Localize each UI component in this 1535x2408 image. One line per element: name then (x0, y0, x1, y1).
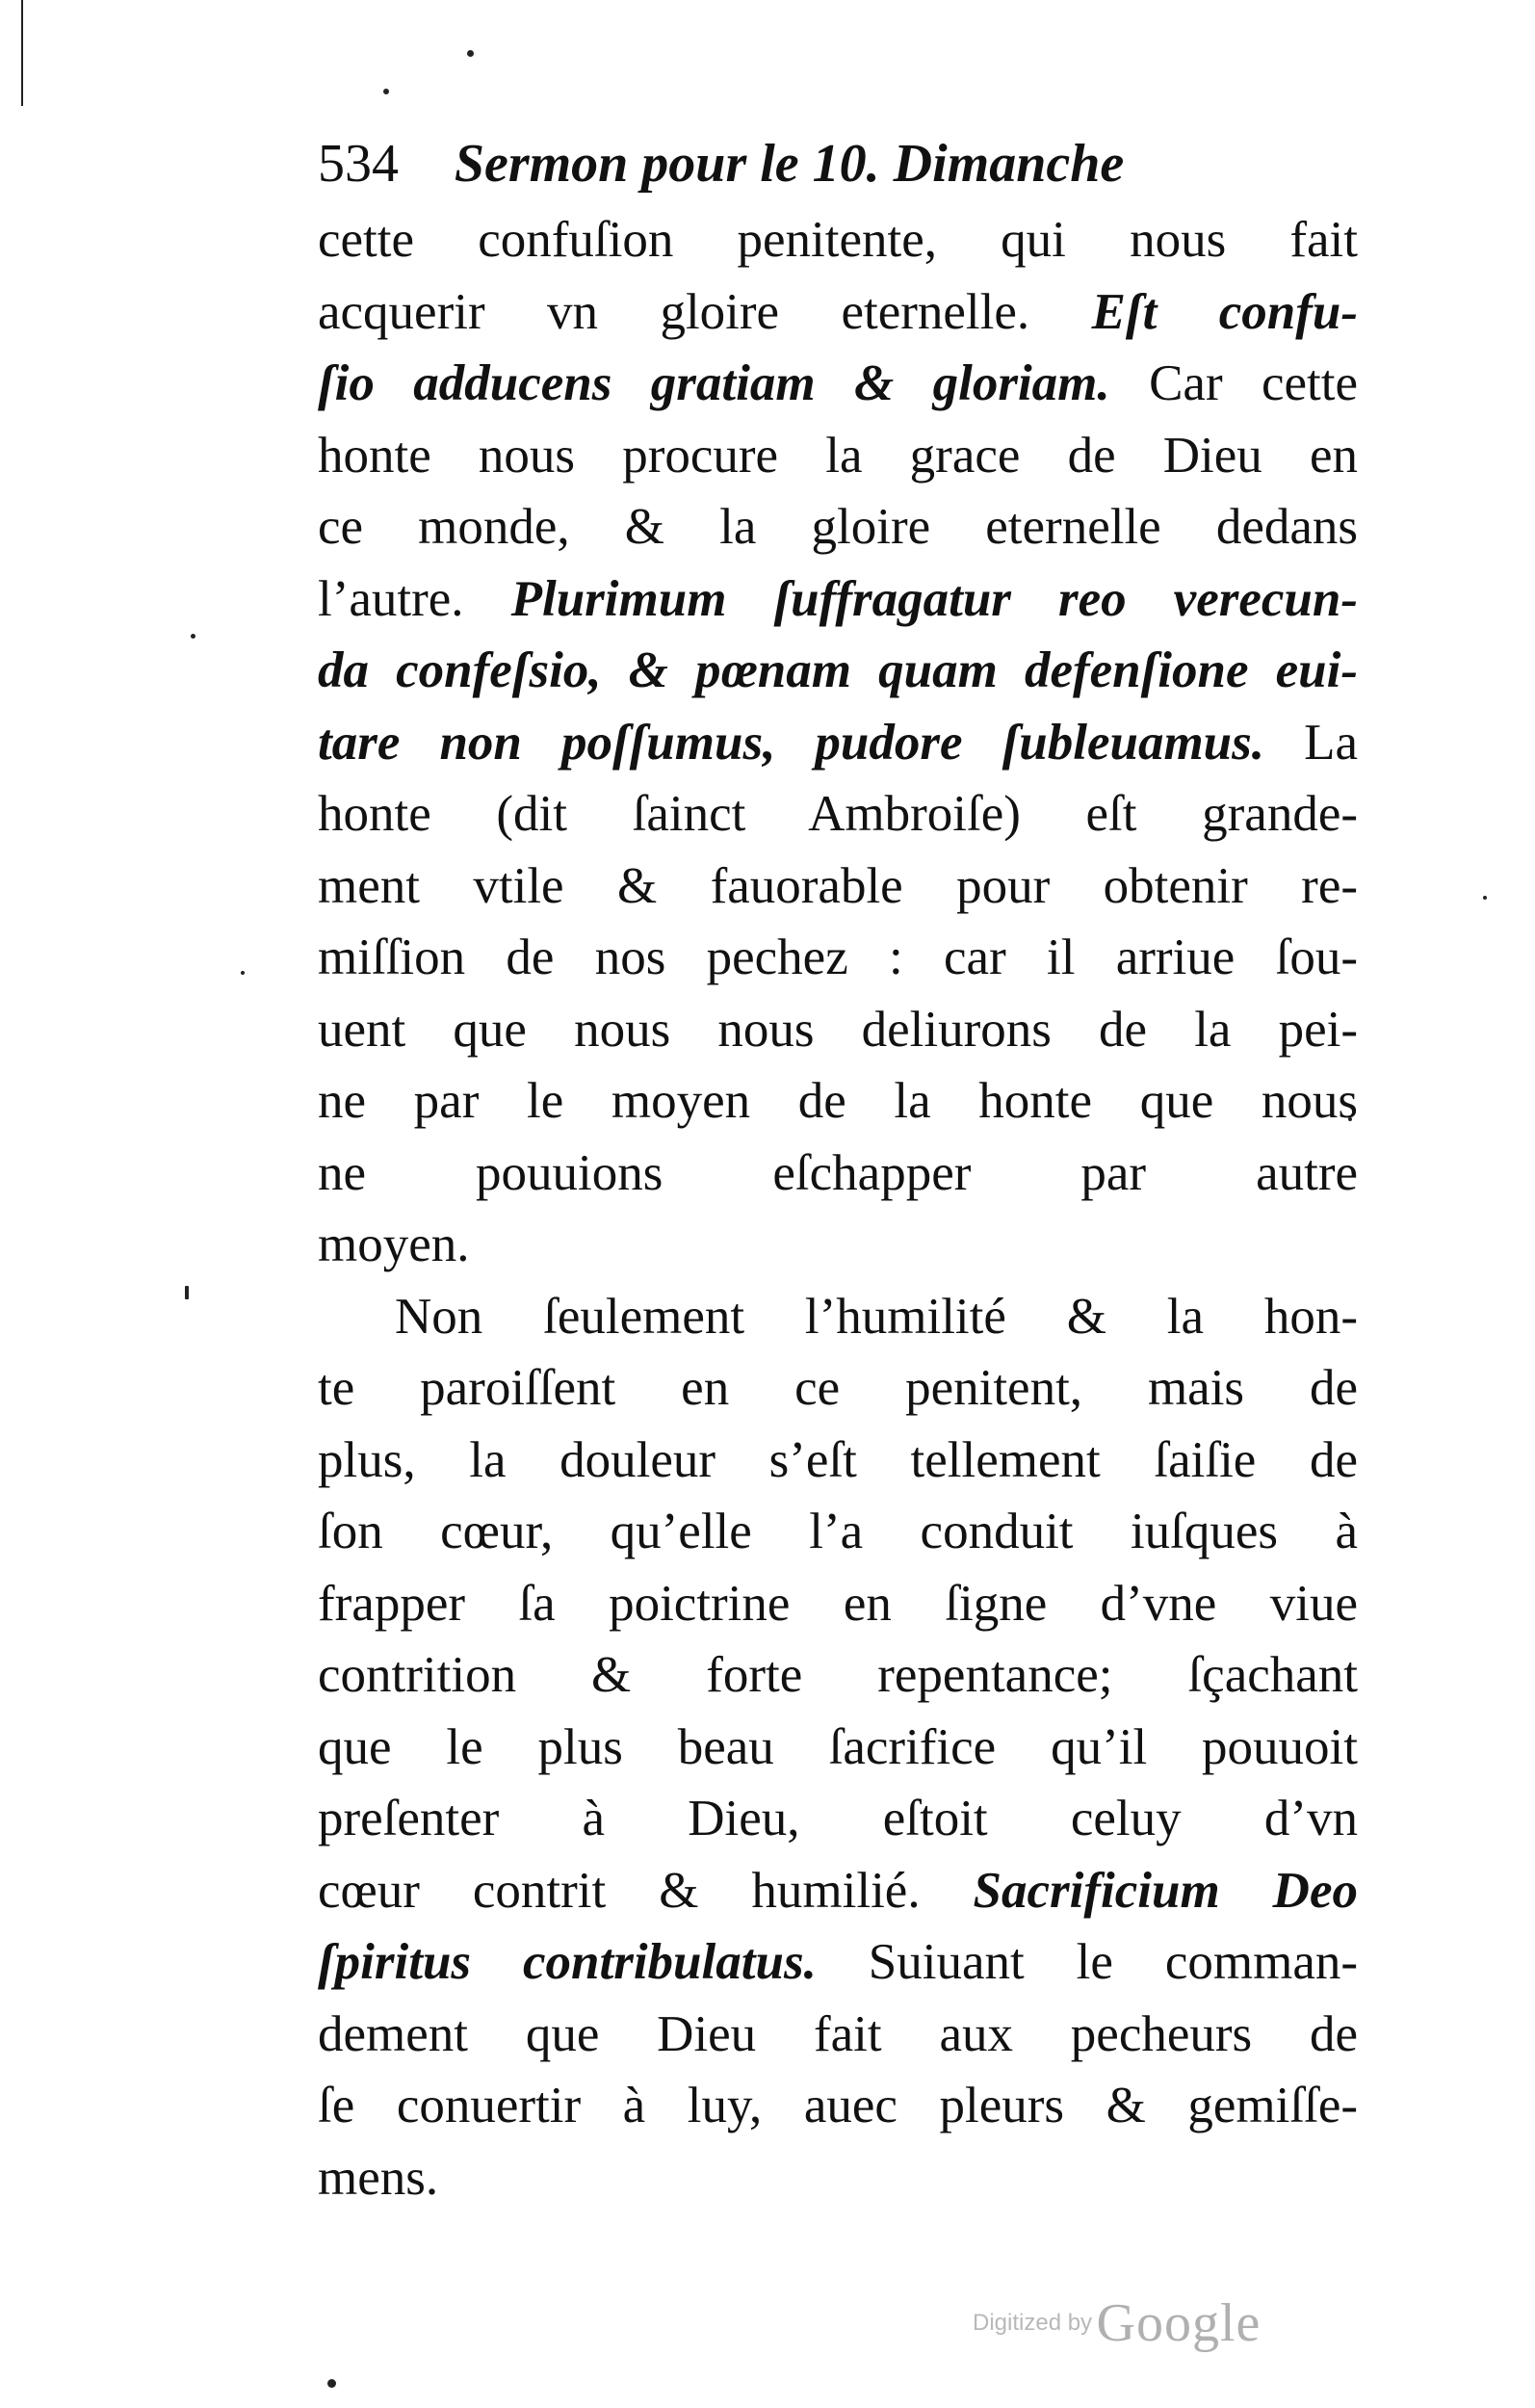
binding-edge-line (21, 0, 23, 106)
text-line (318, 922, 1358, 994)
french-text-segment: cœur contrit & humilié. (318, 1862, 974, 1919)
text-line (318, 1352, 1358, 1425)
french-text-segment: moyen. (318, 1217, 470, 1272)
text-line (318, 1209, 1358, 1281)
text-line (318, 491, 1358, 563)
french-text-segment: contrition & forte repentance; ſçachant (318, 1647, 1358, 1703)
french-text-segment: ſe conuertir à luy, auec pleurs & gemiſſe- (318, 2078, 1358, 2133)
latin-quote-segment: da confeſsio, & pœnam quam defenſione eui- (318, 642, 1358, 698)
french-text-segment: ſon cœur, qu’elle l’a conduit iuſques à (318, 1504, 1358, 1559)
text-line (318, 1639, 1358, 1712)
page-header (318, 125, 1377, 202)
french-text-segment: ne par le moyen de la honte que nous (318, 1073, 1358, 1129)
running-title: Sermon pour le 10. Dimanche (454, 134, 1125, 194)
text-line (318, 1712, 1358, 1784)
text-line (318, 851, 1358, 923)
text-line (318, 994, 1358, 1066)
scan-speck (327, 2379, 336, 2388)
text-line (318, 1425, 1358, 1497)
french-text-segment: que le plus beau ſacrifice qu’il pouuoit (318, 1718, 1358, 1775)
text-line (318, 420, 1358, 492)
latin-quote-segment: tare non poſſumus, pudore ſubleuamus. (318, 714, 1265, 771)
text-line (318, 635, 1358, 707)
text-line (318, 276, 1358, 349)
text-line (318, 1999, 1358, 2071)
scan-speck (1483, 896, 1487, 900)
text-line (318, 348, 1358, 420)
latin-quote-segment: ſio adducens gratiam & gloriam. (318, 355, 1110, 411)
digitized-watermark (973, 2292, 1262, 2353)
french-text-segment: dement que Dieu fait aux pecheurs de (318, 2005, 1358, 2062)
french-text-segment: te paroiſſent en ce penitent, mais de (318, 1360, 1358, 1416)
watermark-prefix: Digitized by (973, 2310, 1093, 2336)
text-line (318, 1855, 1358, 1927)
latin-quote-segment: Sacrificium Deo (973, 1862, 1358, 1919)
text-line (318, 563, 1358, 636)
text-line (318, 1783, 1358, 1855)
latin-quote-segment: ſpiritus contribulatus. (318, 1934, 817, 1990)
page-number: 534 (318, 134, 399, 194)
text-line (318, 1065, 1358, 1138)
text-line (318, 1138, 1358, 1210)
text-line (318, 2142, 1358, 2214)
french-text-segment: preſenter à Dieu, eſtoit celuy d’vn (318, 1791, 1358, 1846)
french-text-segment: honte (dit ſainct Ambroiſe) eſt grande- (318, 786, 1358, 842)
text-line (318, 1281, 1358, 1353)
sermon-text (318, 204, 1358, 2213)
french-text-segment: l’autre. (318, 570, 511, 627)
text-line (318, 778, 1358, 851)
latin-quote-segment: Plurimum ſuffragatur reo verecun- (510, 570, 1359, 627)
scan-speck (383, 89, 389, 94)
text-line (318, 1496, 1358, 1568)
french-text-segment: uent que nous nous deliurons de la pei- (318, 1001, 1358, 1058)
text-line (318, 1568, 1358, 1640)
text-line (318, 2070, 1358, 2142)
french-text-segment: mens. (318, 2149, 439, 2206)
french-text-segment: plus, la douleur s’eſt tellement ſaiſie de (318, 1431, 1358, 1488)
french-text-segment: ne pouuions eſchapper par autre (318, 1144, 1358, 1201)
french-text-segment: acquerir vn gloire eternelle. (318, 283, 1092, 340)
french-text-segment: Car cette (1109, 355, 1359, 411)
scan-speck (191, 634, 195, 639)
scan-speck (185, 1286, 189, 1299)
french-text-segment: La (1264, 714, 1359, 771)
scan-speck (241, 971, 245, 975)
french-text-segment: frapper ſa poictrine en ſigne d’vne viue (318, 1575, 1358, 1632)
french-text-segment: cette confuſion penitente, qui nous fait (318, 212, 1358, 268)
french-text-segment: Non ſeulement l’humilité & la hon- (395, 1288, 1358, 1345)
french-text-segment: ce monde, & la gloire eternelle dedans (318, 499, 1358, 555)
scan-speck (467, 50, 474, 57)
french-text-segment: miſſion de nos pechez : car il arriue ſou- (318, 929, 1358, 985)
text-line (318, 1926, 1358, 1999)
french-text-segment: Suiuant le comman- (816, 1934, 1358, 1990)
latin-quote-segment: Eſt confu- (1091, 283, 1358, 340)
google-logo: Google (1096, 2293, 1262, 2353)
french-text-segment: honte nous procure la grace de Dieu en (318, 427, 1358, 484)
french-text-segment: ment vtile & fauorable pour obtenir re- (318, 857, 1358, 914)
text-line (318, 204, 1358, 276)
text-line (318, 707, 1358, 779)
